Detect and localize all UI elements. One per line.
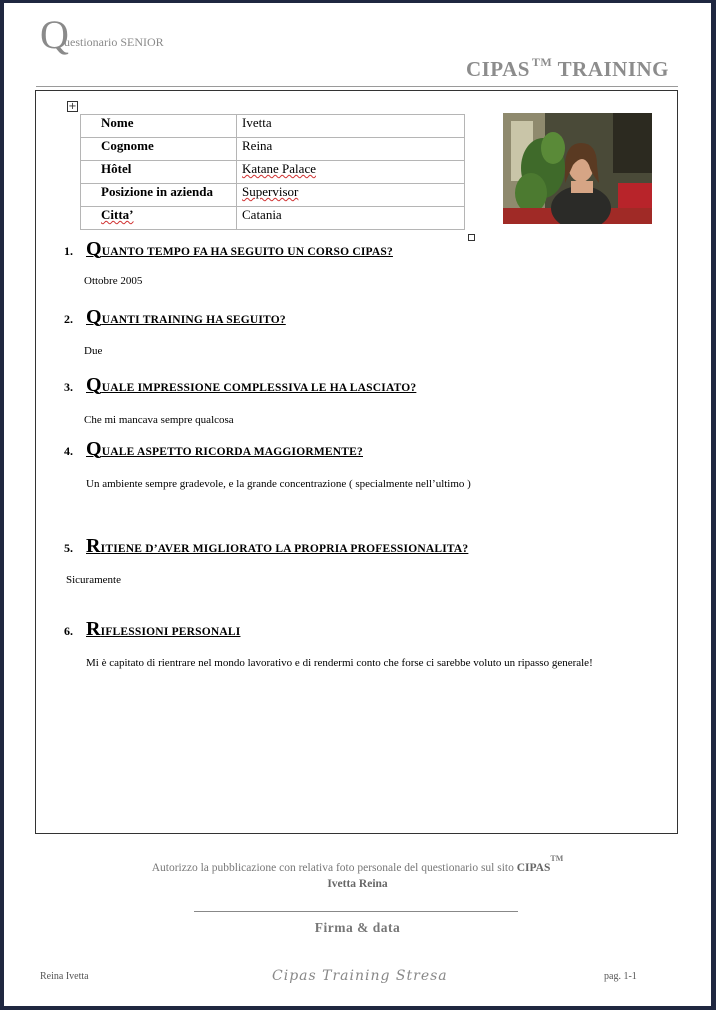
question-3-title [86,374,417,396]
authorization-brand: CIPAS [516,862,551,874]
authorization-text: Autorizzo la pubblicazione con relativa foto personale del questionario sul sito [151,862,514,874]
citta-value[interactable]: Catania [237,207,465,230]
profile-photo-image [503,113,652,224]
question-4-number: 4. [64,444,73,458]
answer-1: Ottobre 2005 [84,275,143,287]
question-1 [64,238,393,261]
answer-2: Due [84,345,103,357]
question-5-text: ITIENE D’AVER MIGLIORATO LA PROPRIA PROFESSIONALITA? [100,543,469,555]
question-5-title [86,535,469,557]
header-divider [36,86,678,87]
question-5-initial: R [86,535,101,557]
footer-page-number: pag. 1-1 [604,971,637,982]
table-row [81,184,465,207]
hotel-label: Hôtel [81,161,237,184]
question-2-text: UANTI TRAINING HA SEGUITO? [101,314,286,326]
posizione-value-text: Supervisor [242,184,299,199]
authorization-name [4,878,711,890]
question-6-initial: R [86,618,101,640]
logo-initial: Q [40,12,69,57]
answer-6: Mi è capitato di rientrare nel mondo lavorativo e di rendermi conto che forse ci sarebbe voluto un ripasso generale! [86,657,593,669]
question-1-number: 1. [64,244,73,258]
cognome-value[interactable]: Reina [237,138,465,161]
question-6-title [86,618,241,640]
answer-3: Che mi mancava sempre qualcosa [84,414,234,426]
question-1-text: UANTO TEMPO FA HA SEGUITO UN CORSO CIPAS? [101,246,393,258]
questionnaire-logo [40,12,164,57]
logo-text: uestionario SENIOR [64,35,164,49]
brand-trademark: TM [531,55,553,69]
brand-suffix: TRAINING [557,57,669,81]
answer-4: Un ambiente sempre gradevole, e la grande concentrazione ( specialmente nell’ultimo ) [86,478,471,490]
question-3-number: 3. [64,380,73,394]
citta-label-text: Citta’ [101,207,134,222]
table-resize-handle[interactable] [468,234,475,241]
question-2-number: 2. [64,312,73,326]
question-3-text: UALE IMPRESSIONE COMPLESSIVA LE HA LASCIATO? [101,382,417,394]
signature-line [194,911,518,912]
authorization-trademark: TM [550,854,564,863]
table-row [81,207,465,230]
nome-label: Nome [81,115,237,138]
cognome-label: Cognome [81,138,237,161]
personal-info-table [80,114,465,230]
brand-name: CIPAS [465,57,530,81]
posizione-label: Posizione in azienda [81,184,237,207]
question-3-initial: Q [86,374,102,396]
hotel-value[interactable] [237,161,465,184]
profile-photo [503,113,652,224]
table-move-handle-icon[interactable]: + [68,101,77,112]
question-4-text: UALE ASPETTO RICORDA MAGGIORMENTE? [101,446,363,458]
signature-label: Firma & data [314,920,401,935]
answer-5: Sicuramente [66,574,121,586]
citta-label [81,207,237,230]
table-row [81,115,465,138]
question-6-number: 6. [64,624,73,638]
footer-author: Reina Ivetta [40,971,89,982]
nome-value[interactable]: Ivetta [237,115,465,138]
question-4 [64,438,363,461]
question-5 [64,535,468,558]
table-row [81,138,465,161]
hotel-value-text: Katane Palace [242,161,316,176]
question-2-initial: Q [86,306,102,328]
question-4-title [86,438,363,460]
question-1-initial: Q [86,238,102,260]
document-page [4,3,711,1006]
authorization-statement [4,854,711,874]
question-6 [64,618,240,641]
question-4-initial: Q [86,438,102,460]
authorization-name-text: Ivetta Reina [327,878,388,890]
question-3 [64,374,416,397]
question-1-title [86,238,393,260]
question-5-number: 5. [64,541,73,555]
question-6-text: IFLESSIONI PERSONALI [100,626,241,638]
table-row [81,161,465,184]
content-frame [35,90,678,834]
footer-brand: Cipas Training Stresa [272,968,448,984]
question-2 [64,306,286,329]
question-2-title [86,306,286,328]
posizione-value[interactable] [237,184,465,207]
brand-title [466,57,669,82]
